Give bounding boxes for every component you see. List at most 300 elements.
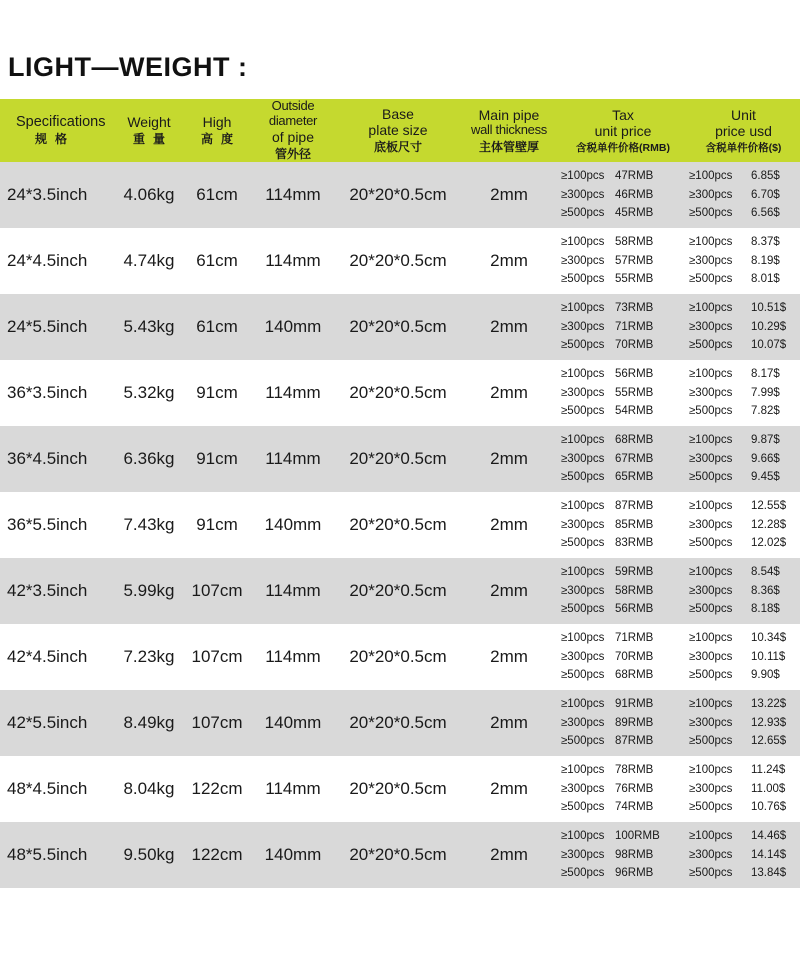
table-row [0,558,800,624]
price-tier [689,167,800,186]
tier-quantity: ≥500pcs [689,603,733,616]
price-tier [689,402,800,421]
tier-quantity: ≥500pcs [561,735,605,748]
price-tier [561,270,687,289]
cell-tax-price [559,558,687,624]
tier-price-rmb: 57RMB [615,254,654,267]
tier-price-rmb: 98RMB [615,848,654,861]
tier-quantity: ≥500pcs [689,669,733,682]
tier-price-rmb: 58RMB [615,584,654,597]
tier-quantity: ≥300pcs [689,584,733,597]
price-tier [561,732,687,751]
price-tier [561,252,687,271]
tier-quantity: ≥100pcs [561,632,605,645]
price-tier [561,798,687,817]
cell-spec: 42*3.5inch [7,581,88,600]
tier-price-usd: 12.02$ [751,537,787,550]
tier-quantity: ≥300pcs [689,518,733,531]
cell-base-plate: 20*20*0.5cm [349,317,447,336]
tier-quantity: ≥100pcs [689,236,733,249]
tier-quantity: ≥100pcs [561,236,605,249]
tier-price-rmb: 71RMB [615,632,654,645]
tier-quantity: ≥500pcs [689,405,733,418]
price-tier [689,252,800,271]
table-row [0,228,800,294]
price-tier [689,233,800,252]
cell-spec: 24*4.5inch [7,251,88,270]
tier-quantity: ≥100pcs [689,170,733,183]
page-title: LIGHT—WEIGHT : [8,52,248,82]
price-tier [689,204,800,223]
header-high-en: High [202,114,232,131]
cell-weight: 4.74kg [123,251,175,270]
tier-quantity: ≥500pcs [561,405,605,418]
price-tier [689,468,800,487]
table-row [0,294,800,360]
cell-tax-price [559,690,687,756]
cell-tax-price [559,162,687,228]
cell-high: 61cm [196,251,238,270]
tier-price-usd: 9.87$ [751,434,780,447]
cell-outside-diameter: 114mm [265,779,321,798]
tier-price-usd: 8.19$ [751,254,780,267]
spec-table [0,99,800,888]
price-tier [561,582,687,601]
cell-spec: 36*3.5inch [7,383,88,402]
tier-price-usd: 11.24$ [751,764,786,777]
cell-outside-diameter: 114mm [265,251,321,270]
tier-quantity: ≥100pcs [561,302,605,315]
table-row [0,426,800,492]
table-row [0,624,800,690]
cell-tax-price [559,822,687,888]
price-tier [561,318,687,337]
tier-price-usd: 10.76$ [751,801,787,814]
tier-quantity: ≥300pcs [561,518,605,531]
cell-high: 91cm [196,515,238,534]
cell-wall-thickness: 2mm [490,515,528,534]
tier-price-usd: 9.45$ [751,471,780,484]
cell-spec: 24*5.5inch [7,317,88,336]
tier-price-rmb: 91RMB [615,698,654,711]
table-row [0,822,800,888]
cell-wall-thickness: 2mm [490,251,528,270]
table-row [0,492,800,558]
cell-weight: 6.36kg [123,449,175,468]
cell-high: 61cm [196,185,238,204]
cell-high: 107cm [191,647,243,666]
cell-base-plate: 20*20*0.5cm [349,713,447,732]
table-row [0,162,800,228]
price-tier [561,431,687,450]
tier-quantity: ≥100pcs [689,632,733,645]
cell-base-plate: 20*20*0.5cm [349,383,447,402]
price-tier [689,827,800,846]
tier-price-usd: 12.55$ [751,500,787,513]
cell-tax-price [559,360,687,426]
cell-weight: 5.32kg [123,383,175,402]
tier-price-usd: 13.22$ [751,698,787,711]
tier-price-rmb: 55RMB [615,273,654,286]
tier-quantity: ≥300pcs [561,320,605,333]
cell-base-plate: 20*20*0.5cm [349,515,447,534]
price-tier [561,186,687,205]
tier-quantity: ≥100pcs [689,698,733,711]
tier-quantity: ≥500pcs [561,867,605,880]
tier-quantity: ≥100pcs [689,830,733,843]
tier-quantity: ≥500pcs [689,207,733,220]
tier-price-rmb: 78RMB [615,764,654,777]
table-row [0,690,800,756]
header-main-pipe [459,99,559,162]
tier-quantity: ≥300pcs [689,188,733,201]
header-weight [113,99,185,162]
cell-base-plate: 20*20*0.5cm [349,251,447,270]
tier-quantity: ≥100pcs [561,368,605,381]
header-outside-diameter [249,99,337,162]
cell-outside-diameter: 140mm [264,845,322,864]
tier-quantity: ≥300pcs [689,452,733,465]
price-tier [689,666,800,685]
price-tier [689,846,800,865]
header-tax-cn: 含税单件价格(RMB) [576,142,670,155]
header-main-pipe-en1: Main pipe [478,106,540,123]
tier-price-usd: 13.84$ [751,867,787,880]
price-tier [689,798,800,817]
table-row [0,756,800,822]
cell-tax-price [559,294,687,360]
cell-usd-price [687,492,800,558]
tier-quantity: ≥300pcs [561,386,605,399]
tier-price-rmb: 47RMB [615,170,654,183]
price-tier [689,516,800,535]
price-tier [689,270,800,289]
tier-price-usd: 8.01$ [751,273,780,286]
tier-quantity: ≥500pcs [561,471,605,484]
tier-quantity: ≥100pcs [689,764,733,777]
price-tier [689,714,800,733]
price-tier [689,534,800,553]
price-tier [561,695,687,714]
header-main-pipe-en2: wall thickness [471,121,547,137]
price-tier [689,186,800,205]
cell-usd-price [687,624,800,690]
table-header [0,99,800,162]
tier-price-usd: 9.66$ [751,452,780,465]
price-tier [689,497,800,516]
header-od-en1: Outside diameter [268,98,318,129]
cell-spec: 24*3.5inch [7,185,88,204]
tier-price-usd: 10.29$ [751,320,787,333]
cell-base-plate: 20*20*0.5cm [349,647,447,666]
cell-weight: 8.49kg [123,713,175,732]
tier-quantity: ≥500pcs [689,471,733,484]
price-tier [561,204,687,223]
tier-price-usd: 7.82$ [751,405,780,418]
cell-usd-price [687,756,800,822]
tier-price-rmb: 73RMB [615,302,654,315]
price-tier [561,299,687,318]
tier-quantity: ≥100pcs [561,170,605,183]
price-tier [689,761,800,780]
price-tier [561,846,687,865]
price-tier [561,365,687,384]
cell-outside-diameter: 114mm [265,383,321,402]
cell-weight: 5.43kg [123,317,175,336]
price-tier [561,563,687,582]
price-tier [561,629,687,648]
tier-quantity: ≥100pcs [561,830,605,843]
tier-quantity: ≥500pcs [689,801,733,814]
cell-base-plate: 20*20*0.5cm [349,779,447,798]
tier-price-usd: 10.34$ [751,632,787,645]
tier-price-usd: 7.99$ [751,386,780,399]
price-tier [689,563,800,582]
price-tier [561,384,687,403]
cell-weight: 7.23kg [123,647,175,666]
tier-quantity: ≥300pcs [561,848,605,861]
price-tier [561,468,687,487]
cell-tax-price [559,624,687,690]
tier-price-rmb: 76RMB [615,782,654,795]
tier-price-rmb: 56RMB [615,368,654,381]
cell-weight: 5.99kg [123,581,175,600]
price-tier [689,299,800,318]
price-tier [689,582,800,601]
cell-wall-thickness: 2mm [490,581,528,600]
header-od-cn: 管外径 [274,147,311,162]
tier-price-usd: 8.36$ [751,584,780,597]
price-tier [561,648,687,667]
tier-quantity: ≥500pcs [689,867,733,880]
cell-high: 91cm [196,383,238,402]
tier-price-usd: 8.54$ [751,566,780,579]
header-base-en2: plate size [368,122,428,139]
tier-price-rmb: 65RMB [615,471,654,484]
cell-tax-price [559,228,687,294]
tier-quantity: ≥300pcs [561,782,605,795]
tier-quantity: ≥300pcs [561,452,605,465]
cell-outside-diameter: 140mm [264,713,322,732]
cell-wall-thickness: 2mm [490,185,528,204]
tier-price-rmb: 58RMB [615,236,654,249]
tier-quantity: ≥100pcs [561,698,605,711]
tier-quantity: ≥500pcs [689,339,733,352]
tier-price-usd: 12.28$ [751,518,787,531]
cell-high: 61cm [196,317,238,336]
price-tier [689,431,800,450]
tier-price-usd: 10.51$ [751,302,787,315]
price-tier [689,629,800,648]
tier-quantity: ≥300pcs [561,650,605,663]
price-tier [689,780,800,799]
cell-wall-thickness: 2mm [490,647,528,666]
header-unit-en1: Unit [731,106,756,123]
header-spec [0,99,113,162]
tier-price-usd: 8.18$ [751,603,780,616]
price-tier [561,600,687,619]
header-weight-cn: 重量 [132,132,173,147]
tier-quantity: ≥500pcs [561,801,605,814]
tier-price-rmb: 68RMB [615,669,654,682]
price-tier [561,402,687,421]
header-high-cn: 高度 [200,132,241,147]
cell-spec: 48*4.5inch [7,779,88,798]
cell-outside-diameter: 114mm [265,449,321,468]
tier-quantity: ≥300pcs [689,320,733,333]
cell-usd-price [687,558,800,624]
cell-tax-price [559,492,687,558]
header-base-cn: 底板尺寸 [373,140,422,155]
tier-quantity: ≥500pcs [561,537,605,550]
price-tier [689,336,800,355]
price-tier [561,516,687,535]
tier-price-rmb: 87RMB [615,500,654,513]
header-high [185,99,249,162]
tier-quantity: ≥300pcs [561,584,605,597]
cell-high: 122cm [191,779,243,798]
cell-wall-thickness: 2mm [490,779,528,798]
tier-price-usd: 8.17$ [751,368,780,381]
cell-base-plate: 20*20*0.5cm [349,449,447,468]
header-base-en1: Base [382,106,414,122]
cell-usd-price [687,360,800,426]
tier-quantity: ≥500pcs [689,273,733,286]
tier-price-rmb: 67RMB [615,452,654,465]
header-unit-en2: price usd [715,122,772,139]
price-tier [561,497,687,516]
tier-price-usd: 12.65$ [751,735,787,748]
tier-quantity: ≥300pcs [689,782,733,795]
tier-quantity: ≥100pcs [561,434,605,447]
tier-quantity: ≥300pcs [561,254,605,267]
tier-quantity: ≥100pcs [689,500,733,513]
cell-spec: 36*4.5inch [7,449,88,468]
tier-quantity: ≥300pcs [561,716,605,729]
price-tier [689,600,800,619]
cell-high: 91cm [196,449,238,468]
tier-quantity: ≥300pcs [689,386,733,399]
tier-quantity: ≥500pcs [689,537,733,550]
tier-price-usd: 11.00$ [751,782,786,795]
price-tier [689,318,800,337]
tier-price-rmb: 96RMB [615,867,654,880]
header-tax-en2: unit price [594,122,652,139]
price-tier [561,336,687,355]
tier-quantity: ≥300pcs [561,188,605,201]
tier-price-rmb: 46RMB [615,188,654,201]
tier-price-rmb: 45RMB [615,207,654,220]
tier-quantity: ≥100pcs [689,368,733,381]
price-tier [689,864,800,883]
table-body [0,162,800,888]
cell-wall-thickness: 2mm [490,383,528,402]
tier-quantity: ≥300pcs [689,650,733,663]
cell-high: 107cm [191,713,243,732]
tier-price-usd: 14.14$ [751,848,787,861]
tier-price-rmb: 71RMB [615,320,654,333]
tier-quantity: ≥500pcs [561,339,605,352]
cell-tax-price [559,756,687,822]
header-tax [559,99,687,162]
tier-quantity: ≥500pcs [561,603,605,616]
cell-usd-price [687,426,800,492]
tier-price-rmb: 83RMB [615,537,654,550]
price-tier [561,780,687,799]
tier-quantity: ≥500pcs [561,669,605,682]
cell-spec: 42*4.5inch [7,647,88,666]
price-tier [561,666,687,685]
cell-base-plate: 20*20*0.5cm [349,581,447,600]
tier-quantity: ≥100pcs [689,566,733,579]
tier-price-usd: 12.93$ [751,716,787,729]
cell-outside-diameter: 140mm [264,515,322,534]
price-tier [561,864,687,883]
cell-wall-thickness: 2mm [490,713,528,732]
price-tier [689,695,800,714]
cell-wall-thickness: 2mm [490,317,528,336]
tier-price-usd: 14.46$ [751,830,787,843]
tier-price-rmb: 68RMB [615,434,654,447]
cell-usd-price [687,294,800,360]
cell-tax-price [559,426,687,492]
tier-quantity: ≥500pcs [561,207,605,220]
cell-usd-price [687,162,800,228]
tier-price-usd: 6.85$ [751,170,780,183]
price-tier [561,761,687,780]
price-tier [689,648,800,667]
cell-outside-diameter: 114mm [265,581,321,600]
price-tier [561,534,687,553]
tier-price-rmb: 70RMB [615,339,654,352]
price-tier [689,732,800,751]
cell-spec: 36*5.5inch [7,515,88,534]
cell-usd-price [687,690,800,756]
tier-price-usd: 9.90$ [751,669,780,682]
tier-price-rmb: 54RMB [615,405,654,418]
cell-high: 122cm [191,845,243,864]
header-unit-cn: 含税单件价格($) [705,142,782,155]
cell-weight: 9.50kg [123,845,175,864]
table-row [0,360,800,426]
tier-price-rmb: 56RMB [615,603,654,616]
tier-quantity: ≥300pcs [689,848,733,861]
tier-price-rmb: 100RMB [615,830,660,843]
cell-usd-price [687,822,800,888]
tier-price-rmb: 70RMB [615,650,654,663]
tier-price-usd: 6.70$ [751,188,780,201]
cell-base-plate: 20*20*0.5cm [349,845,447,864]
cell-base-plate: 20*20*0.5cm [349,185,447,204]
tier-price-rmb: 59RMB [615,566,654,579]
tier-quantity: ≥100pcs [561,764,605,777]
header-main-pipe-cn: 主体管壁厚 [478,139,539,154]
tier-price-rmb: 74RMB [615,801,654,814]
cell-usd-price [687,228,800,294]
header-unit [687,99,800,162]
cell-spec: 42*5.5inch [7,713,88,732]
tier-price-rmb: 85RMB [615,518,654,531]
tier-price-usd: 10.11$ [751,650,786,663]
tier-quantity: ≥500pcs [561,273,605,286]
tier-quantity: ≥100pcs [561,500,605,513]
cell-outside-diameter: 114mm [265,647,321,666]
header-row [0,99,800,162]
cell-wall-thickness: 2mm [490,845,528,864]
price-tier [561,827,687,846]
tier-price-rmb: 55RMB [615,386,654,399]
tier-quantity: ≥100pcs [689,434,733,447]
